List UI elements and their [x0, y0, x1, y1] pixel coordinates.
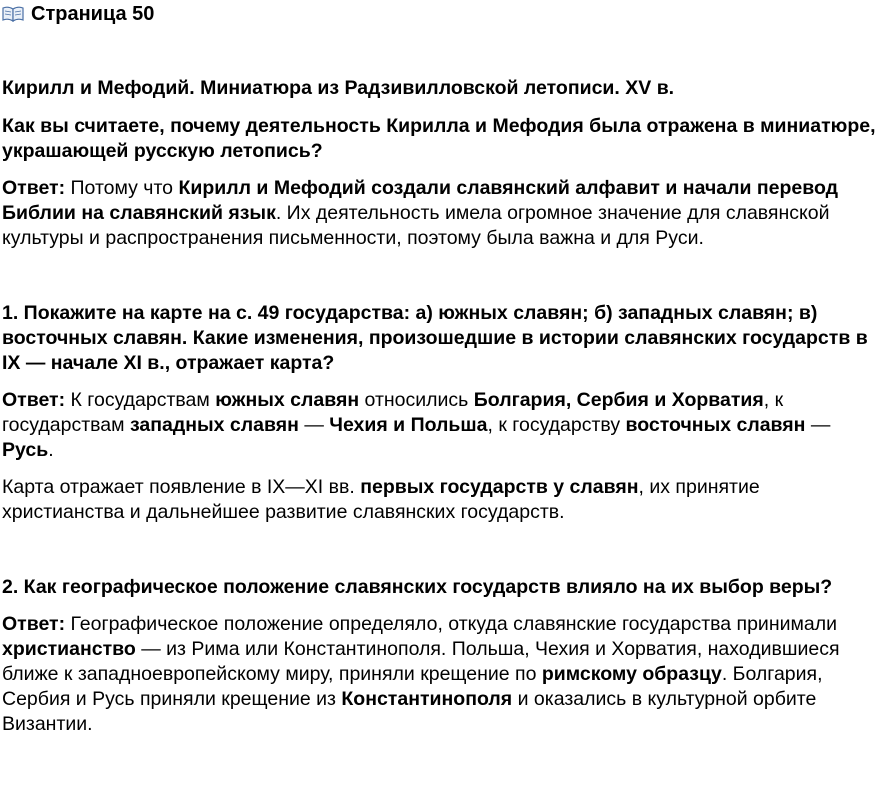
answer-1: Ответ: К государствам южных славян относились Болгария, Сербия и Хорватия, к государствам западных славян — Чехия и Польша, к государству восточных славян — Русь. [2, 389, 831, 461]
intro-answer: Ответ: Потому что Кирилл и Мефодий создали славянский алфавит и начали перевод Библии на славянский язык. Их деятельность имела огромное значение для славянской культуры и распространения письменности, поэтому была важна и для Руси. [2, 177, 839, 249]
open-book-icon [2, 6, 24, 22]
page-title: Страница 50 [31, 2, 155, 25]
answer-2: Ответ: Географическое положение определяло, откуда славянские государства принимали христианство — из Рима или Константинополя. Польша, Чехия и Хорватия, находившиеся ближе к западноевропейскому миру, приняли крещение по римскому образцу. Болгария, Сербия и Русь приняли крещение из Константинополя и оказались в культурной орбите Византии. [2, 613, 840, 735]
intro-question: Как вы считаете, почему деятельность Кирилла и Мефодия была отражена в миниатюре, украшающей русскую летопись? [2, 115, 876, 162]
question-1: 1. Покажите на карте на с. 49 государства: а) южных славян; б) западных славян; в) восточных славян. Какие изменения, произошедшие в истории славянских государств в IX — начале XI в., отражает карта? [2, 302, 868, 374]
answer-label: Ответ: [2, 389, 66, 411]
answer-1-paragraph-2: Карта отражает появление в IX—XI вв. первых государств у славян, их принятие христианства и дальнейшее развитие славянских государств. [2, 476, 760, 523]
answer-label: Ответ: [2, 613, 66, 635]
page-heading [2, 0, 887, 28]
question-1-section [2, 301, 887, 525]
question-2-section [2, 575, 887, 737]
image-caption: Кирилл и Мефодий. Миниатюра из Радзивилловской летописи. XV в. [2, 77, 675, 99]
question-2: 2. Как географическое положение славянских государств влияло на их выбор веры? [2, 576, 833, 598]
answer-label: Ответ: [2, 177, 66, 199]
